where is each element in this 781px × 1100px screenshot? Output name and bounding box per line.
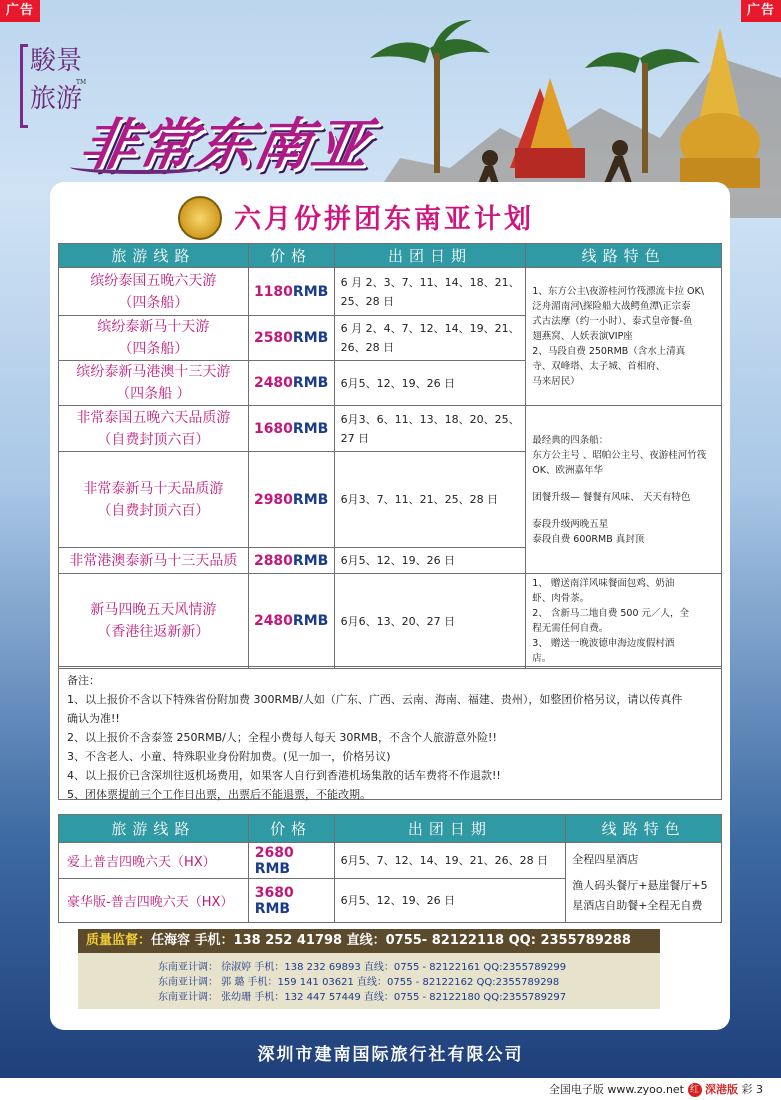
dates-line: 26、28 日 [340,341,395,354]
tour-table-1 [58,243,722,669]
feature-line: 团餐升级— 餐餐有风味、 天天有特色 [532,491,691,503]
route-cell [59,268,249,316]
logo-line-1: 駿景 [30,46,83,76]
feature-line: 式古法摩（约一小时）、泰式皇帝餐-鱼 [532,316,693,327]
note-line: 3、不含老人、小童、特殊职业身份附加费。(见一加一，价格另议) [67,750,391,763]
header-price: 价格 [248,815,334,843]
red-badge-icon: 红 [688,1083,702,1097]
price-cell [248,843,334,879]
route-name: 缤纷泰新马十天游 [97,319,210,335]
header-dates: 出团日期 [334,815,566,843]
price-value: 2880 [253,552,293,569]
price-value: 3680 [254,884,294,901]
plan-title: 六月份拼团东南亚计划 [234,204,534,235]
price-cell [248,406,334,452]
price-value: 1180 [253,283,293,300]
price-cell [248,548,334,574]
header-route: 旅游线路 [59,815,249,843]
price-unit: RMB [254,900,291,917]
price-unit: RMB [254,860,291,877]
dates-line: 27 日 [340,431,370,445]
quality-bar [78,929,660,953]
price-cell [248,879,334,923]
route-note: （四条船 ） [116,386,191,402]
title-swoosh [70,160,210,174]
feature-line: 翅燕窝、人妖表演VIP座 [532,331,633,342]
notes-box [58,666,722,800]
route-cell [59,574,249,669]
route-name: 非常港澳泰新马十三天品质 [69,552,238,569]
route-name: 缤纷泰新马港澳十三天游 [76,364,231,380]
note-line: 确认为准!! [67,712,120,725]
feature-line: 1、 赠送南洋风味餐面包鸡、奶油 [532,578,675,589]
feature-line: 虾、肉骨茶。 [532,593,590,604]
route-note: （香港往返新新） [97,624,210,640]
note-line: 1、以上报价不含以下特殊省份附加费 300RMB/人如（广东、广西、云南、海南、福建、贵州），如整团价格另议，请以传真件 [67,693,683,706]
dates-cell [334,452,526,548]
header-features: 线路特色 [526,244,722,268]
contact-line: 东南亚计调： 张幼珊 手机：132 447 57449 直线：0755 - 82122180 QQ:2355789297 [158,992,567,1003]
dates-cell [334,574,526,669]
dates-line: 6月5、12、19、26 日 [340,376,456,390]
features-cell-group1 [526,268,722,406]
price-cell [248,268,334,316]
contact-line: 东南亚计调： 徐淑婷 手机：138 232 69893 直线：0755 - 82122161 QQ:2355789299 [158,962,567,973]
feature-line: 泛舟湄南河\探险船大战鳄鱼潭\正宗泰 [532,301,691,312]
feature-line: 全程四星酒店 [572,852,639,866]
header-dates: 出团日期 [334,244,526,268]
feature-line: 马来居民） [532,376,580,387]
dates-cell: 6月5、7、12、14、19、21、26、28 日 [334,843,566,879]
header-price: 价格 [248,244,334,268]
footer-site: 全国电子版 www.zyoo.net [548,1083,684,1096]
route-note: （自费封顶六百） [97,502,210,519]
feature-line: 最经典的四条船： [532,434,609,446]
company-name: 深圳市建南国际旅行社有限公司 [257,1045,524,1065]
header-route: 旅游线路 [59,244,249,268]
footer-edition: 深港版 [705,1083,738,1096]
feature-line: 渔人码头餐厅+悬崖餐厅+5 [572,878,708,892]
route-note: （四条船） [118,294,189,311]
route-name: 缤纷泰国五晚六天游 [90,272,217,289]
page-footer [0,1080,781,1100]
price-cell [248,361,334,406]
price-value: 1680 [253,420,293,437]
route-note: （自费封顶六百） [97,431,210,448]
route-name: 非常泰新马十天品质游 [83,480,224,497]
feature-line: 2、马段自费 250RMB（含水上清真 [532,346,686,357]
dates-cell: 6月5、12、19、26 日 [334,879,566,923]
dates-line: 25、28 日 [340,294,395,308]
dates-line: 6月6、13、20、27 日 [340,614,456,628]
dates-line: 6月5、12、19、26 日 [340,554,456,567]
quality-text: 任海容 手机：138 252 41798 直线：0755- 82122118 QQ: 2355789288 [151,933,631,948]
route-cell [59,316,249,361]
tour-table-2 [58,814,722,923]
price-value: 2480 [253,375,293,391]
feature-line: 东方公主号 、昭帕公主号、夜游桂河竹筏 [532,449,707,461]
feature-line: 1、东方公主\夜游桂河竹筏漂流卡拉 OK\ [532,286,704,297]
feature-line: 泰段自费 600RMB 真封顶 [532,533,645,545]
ad-tag-left: 广告 [0,0,40,22]
feature-line: 2、 含新马二地自费 500 元／人，全 [532,608,690,619]
price-unit: RMB [292,491,329,508]
feature-line: 3、 赠送一晚波德申海边度假村酒 [532,638,675,649]
table-row [59,268,722,316]
note-line: 5、团体票提前三个工作日出票，出票后不能退票，不能改期。 [67,788,371,801]
feature-line: 星酒店自助餐+全程无自费 [572,898,703,912]
feature-spacer [532,505,715,517]
route-cell: 爱上普吉四晚六天（HX） [59,843,249,879]
ad-tag-right: 广告 [741,0,781,22]
feature-line: OK、欧洲嘉年华 [532,464,603,476]
dates-cell [334,316,526,361]
price-cell [248,316,334,361]
buddha-emblem-icon [178,196,222,240]
table-row [59,406,722,452]
dates-line: 6 月 2、4、7、12、14、19、21、 [340,322,520,335]
price-value: 2680 [254,844,294,861]
feature-line: 程无需任何自费。 [532,623,609,634]
dates-cell [334,548,526,574]
price-cell [248,452,334,548]
table-row [59,843,722,879]
dates-line: 6月3、7、11、21、25、28 日 [340,493,499,506]
feature-line: 寺、双峰塔、太子城、首相府、 [532,361,666,372]
price-unit: RMB [292,283,329,300]
price-unit: RMB [292,613,329,629]
price-value: 2480 [253,613,293,629]
price-value: 2980 [253,491,293,508]
features-cell-group3 [526,574,722,669]
route-cell [59,361,249,406]
features-cell [566,843,722,923]
dates-cell [334,406,526,452]
table1-header-row [59,244,722,268]
table-row [59,574,722,669]
route-name: 非常泰国五晚六天品质游 [76,409,231,426]
route-cell [59,548,249,574]
route-name: 新马四晚五天风情游 [90,602,217,618]
note-line: 2、以上报价不含泰签 250RMB/人；全程小费每人每天 30RMB，不含个人旅游意外险!! [67,731,497,744]
feature-line: 店。 [532,653,552,664]
header-features: 线路特色 [566,815,722,843]
contact-line: 东南亚计调： 郭 璐 手机：159 141 03621 直线：0755 - 82122162 QQ:2355789298 [158,977,560,988]
feature-spacer [532,478,715,490]
price-unit: RMB [292,552,329,569]
price-unit: RMB [292,420,329,437]
logo-tm: TM [76,79,87,86]
dates-line: 6月3、6、11、13、18、20、25、 [340,412,520,426]
price-unit: RMB [292,330,329,346]
price-value: 2580 [253,330,293,346]
quality-label: 质量监督： [86,933,152,948]
footer-page: 彩 3 [741,1083,763,1096]
route-note: （四条船） [118,341,189,357]
route-cell [59,452,249,548]
note-line: 4、以上报价已含深圳往返机场费用，如果客人自行到香港机场集散的话车费将不作退款!! [67,769,501,782]
route-cell: 豪华版-普吉四晚六天（HX） [59,879,249,923]
route-cell [59,406,249,452]
banner-title: 非常东南亚 [74,113,377,178]
price-unit: RMB [292,375,329,391]
features-cell-group2 [526,406,722,574]
dates-cell [334,361,526,406]
dates-line: 6 月 2、3、7、11、14、18、21、 [340,275,520,289]
logo-line-2: 旅游 [30,84,83,114]
table2-header-row [59,815,722,843]
notes-title: 备注： [67,674,100,687]
quality-supervision-box [78,929,660,1009]
feature-line: 泰段升级两晚五星 [532,518,609,530]
price-cell [248,574,334,669]
dates-cell [334,268,526,316]
logo-bracket [20,44,28,128]
